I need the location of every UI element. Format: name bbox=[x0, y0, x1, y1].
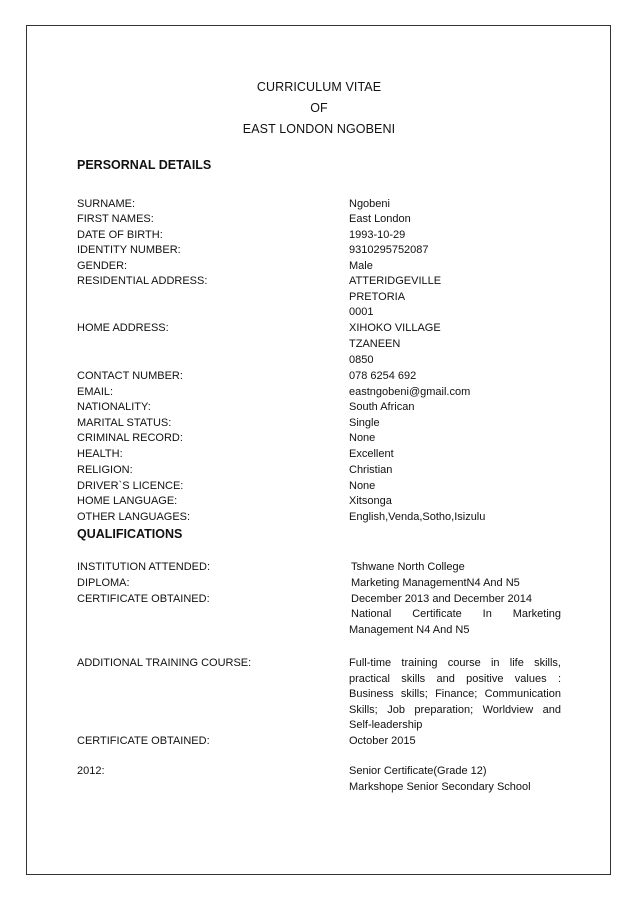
detail-value: XIHOKO VILLAGE bbox=[349, 322, 441, 334]
detail-value: None bbox=[349, 432, 376, 444]
detail-value: Ngobeni bbox=[349, 198, 390, 210]
training-line: Full-time training course in life skills, bbox=[349, 657, 561, 669]
certificate-detail-line: Management N4 And N5 bbox=[349, 624, 470, 636]
certificate2-label: CERTIFICATE OBTAINED: bbox=[77, 735, 210, 747]
detail-value: 0001 bbox=[349, 306, 374, 318]
detail-value: East London bbox=[349, 213, 411, 225]
detail-value: English,Venda,Sotho,Isizulu bbox=[349, 511, 486, 523]
diploma-label: DIPLOMA: bbox=[77, 577, 130, 589]
certificate-label: CERTIFICATE OBTAINED: bbox=[77, 593, 210, 605]
certificate2-value: October 2015 bbox=[349, 735, 416, 747]
detail-value: 1993-10-29 bbox=[349, 229, 406, 241]
detail-label: NATIONALITY: bbox=[77, 401, 151, 413]
detail-value: 078 6254 692 bbox=[349, 370, 417, 382]
school-value: Markshope Senior Secondary School bbox=[349, 781, 531, 793]
institution-label: INSTITUTION ATTENDED: bbox=[77, 561, 211, 573]
training-label: ADDITIONAL TRAINING COURSE: bbox=[77, 657, 252, 669]
detail-value: South African bbox=[349, 401, 415, 413]
detail-label: MARITAL STATUS: bbox=[77, 417, 172, 429]
detail-label: EMAIL: bbox=[77, 386, 114, 398]
document-title: CURRICULUM VITAE bbox=[256, 80, 382, 94]
detail-value: 0850 bbox=[349, 354, 374, 366]
detail-value: Xitsonga bbox=[349, 495, 392, 507]
detail-value: Single bbox=[349, 417, 380, 429]
detail-value: eastngobeni@gmail.com bbox=[349, 386, 471, 398]
detail-label: CRIMINAL RECORD: bbox=[77, 432, 183, 444]
detail-label: OTHER LANGUAGES: bbox=[77, 511, 191, 523]
personal-details-heading: PERSORNAL DETAILS bbox=[77, 158, 212, 172]
year-value: Senior Certificate(Grade 12) bbox=[349, 765, 487, 777]
certificate-detail-line: National Certificate In Marketing bbox=[351, 608, 561, 620]
detail-value: PRETORIA bbox=[349, 291, 406, 303]
detail-label: FIRST NAMES: bbox=[77, 213, 154, 225]
detail-label: HOME LANGUAGE: bbox=[77, 495, 178, 507]
certificate-value: December 2013 and December 2014 bbox=[351, 593, 533, 605]
detail-value: Christian bbox=[349, 464, 393, 476]
detail-label: CONTACT NUMBER: bbox=[77, 370, 183, 382]
detail-value: None bbox=[349, 480, 376, 492]
detail-label: RELIGION: bbox=[77, 464, 133, 476]
training-line: practical skills and positive values : bbox=[349, 673, 561, 685]
detail-label: DRIVER`S LICENCE: bbox=[77, 480, 184, 492]
document-title-name: EAST LONDON NGOBENI bbox=[242, 122, 396, 136]
diploma-value: Marketing ManagementN4 And N5 bbox=[351, 577, 520, 589]
detail-label: GENDER: bbox=[77, 260, 128, 272]
detail-label: IDENTITY NUMBER: bbox=[77, 244, 181, 256]
detail-label: RESIDENTIAL ADDRESS: bbox=[77, 275, 208, 287]
detail-value: 9310295752087 bbox=[349, 244, 429, 256]
training-line: Business skills; Finance; Communication bbox=[349, 688, 561, 700]
document-title-of: OF bbox=[310, 101, 328, 115]
qualifications-heading: QUALIFICATIONS bbox=[77, 527, 183, 541]
institution-value: Tshwane North College bbox=[351, 561, 465, 573]
year-label: 2012: bbox=[77, 765, 105, 777]
detail-label: HEALTH: bbox=[77, 448, 123, 460]
training-line: Skills; Job preparation; Worldview and bbox=[349, 704, 561, 716]
detail-label: SURNAME: bbox=[77, 198, 136, 210]
training-line: Self-leadership bbox=[349, 719, 423, 731]
detail-label: HOME ADDRESS: bbox=[77, 322, 169, 334]
detail-label: DATE OF BIRTH: bbox=[77, 229, 163, 241]
detail-value: ATTERIDGEVILLE bbox=[349, 275, 442, 287]
detail-value: Male bbox=[349, 260, 373, 272]
detail-value: TZANEEN bbox=[349, 338, 401, 350]
detail-value: Excellent bbox=[349, 448, 394, 460]
